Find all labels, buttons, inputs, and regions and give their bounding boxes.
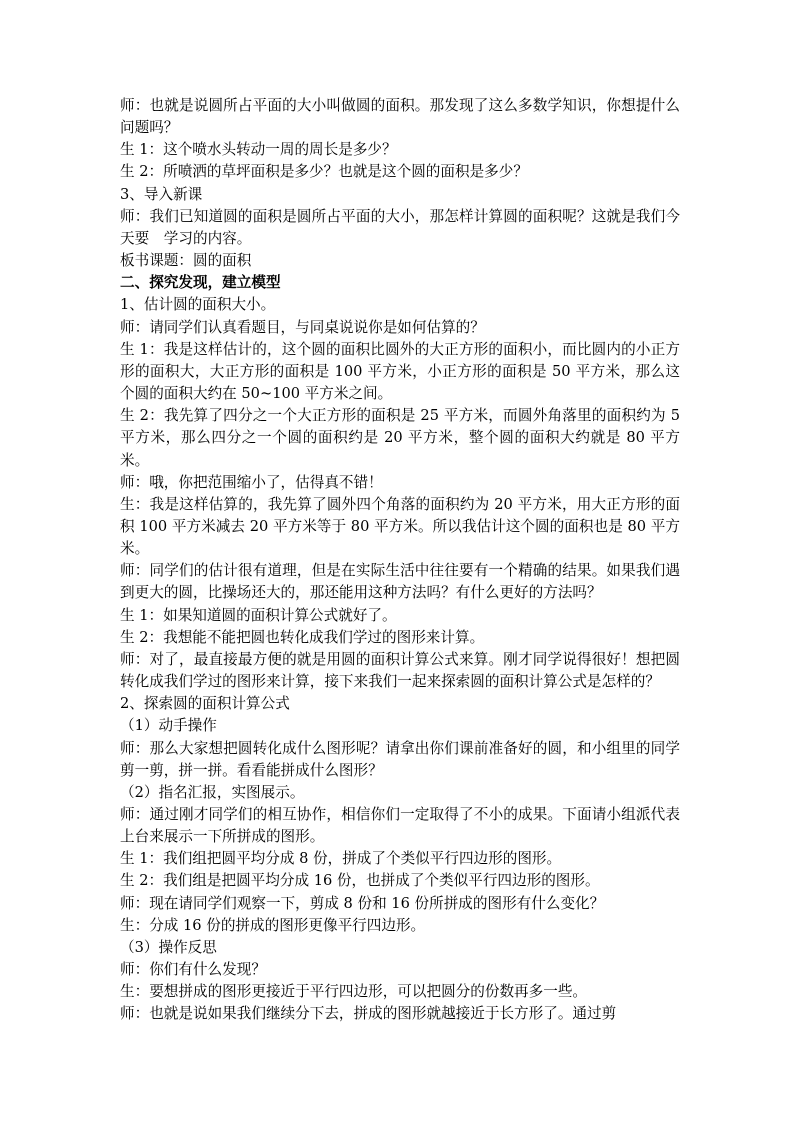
paragraph: 生：我是这样估算的，我先算了圆外四个角落的面积约为 20 平方米，用大正方形的面积 100 平方米减去 20 平方米等于 80 平方米。所以我估计这个圆的面积也是 80 平方米。	[120, 495, 680, 558]
paragraph: 2、探索圆的面积计算公式	[120, 695, 290, 713]
paragraph: （2）指名汇报，实图展示。	[120, 783, 305, 801]
paragraph: 师：通过刚才同学们的相互协作，相信你们一定取得了不小的成果。下面请小组派代表上台来展示一下所拼成的图形。	[120, 806, 680, 846]
paragraph: 生 2：所喷洒的草坪面积是多少？也就是这个圆的面积是多少？	[120, 163, 528, 181]
paragraph: 生 1：如果知道圆的面积计算公式就好了。	[120, 606, 397, 624]
paragraph: 师：那么大家想把圆转化成什么图形呢？请拿出你们课前准备好的圆，和小组里的同学剪一剪，拼一拼。看看能拼成什么图形？	[120, 739, 680, 779]
paragraph: 生 2：我们组是把圆平均分成 16 份，也拼成了个类似平行四边形的图形。	[120, 872, 600, 890]
paragraph: 板书课题：圆的面积	[120, 252, 252, 270]
section-heading: 二、探究发现，建立模型	[120, 274, 281, 292]
paragraph: 生 1：这个喷水头转动一周的周长是多少？	[120, 141, 397, 159]
paragraph: 师：我们已知道圆的面积是圆所占平面的大小，那怎样计算圆的面积呢？这就是我们今天要 学习的内容。	[120, 207, 680, 247]
paragraph: 师：同学们的估计很有道理，但是在实际生活中往往要有一个精确的结果。如果我们遇到更大的圆，比操场还大的，那还能用这种方法吗？有什么更好的方法吗？	[120, 562, 680, 602]
document-page	[120, 95, 680, 1026]
paragraph: （1）动手操作	[120, 717, 217, 735]
paragraph: 生 2：我想能不能把圆也转化成我们学过的图形来计算。	[120, 628, 485, 646]
paragraph: 师：也就是说如果我们继续分下去，拼成的图形就越接近于长方形了。通过剪	[120, 1005, 617, 1023]
paragraph: 师：也就是说圆所占平面的大小叫做圆的面积。那发现了这么多数学知识，你想提什么问题吗？	[120, 97, 680, 137]
paragraph: 生 1：我是这样估计的，这个圆的面积比圆外的大正方形的面积小，而比圆内的小正方形的面积大，大正方形的面积是 100 平方米，小正方形的面积是 50 平方米，那么这个圆的面积大约在 50~100 平方米之间。	[120, 340, 680, 403]
paragraph: 生 2：我先算了四分之一个大正方形的面积是 25 平方米，而圆外角落里的面积约为 5 平方米，那么四分之一个圆的面积约是 20 平方米，整个圆的面积大约就是 80 平方米。	[120, 407, 680, 469]
paragraph: 生：要想拼成的图形更接近于平行四边形，可以把圆分的份数再多一些。	[120, 983, 588, 1001]
paragraph: 师：哦，你把范围缩小了，估得真不错！	[120, 473, 383, 491]
paragraph: 生：分成 16 份的拼成的图形更像平行四边形。	[120, 916, 426, 934]
paragraph: 生 1：我们组把圆平均分成 8 份，拼成了个类似平行四边形的图形。	[120, 850, 562, 868]
paragraph: 1、估计圆的面积大小。	[120, 296, 276, 314]
paragraph: 3、导入新课	[120, 185, 203, 203]
paragraph: 师：你们有什么发现？	[120, 961, 266, 979]
paragraph: （3）操作反思	[120, 938, 217, 956]
paragraph: 师：对了，最直接最方便的就是用圆的面积计算公式来算。刚才同学说得很好！想把圆转化成我们学过的图形来计算，接下来我们一起来探索圆的面积计算公式是怎样的？	[120, 650, 680, 691]
paragraph: 师：请同学们认真看题目，与同桌说说你是如何估算的？	[120, 318, 485, 336]
paragraph: 师：现在请同学们观察一下，剪成 8 份和 16 份所拼成的图形有什么变化？	[120, 894, 605, 912]
